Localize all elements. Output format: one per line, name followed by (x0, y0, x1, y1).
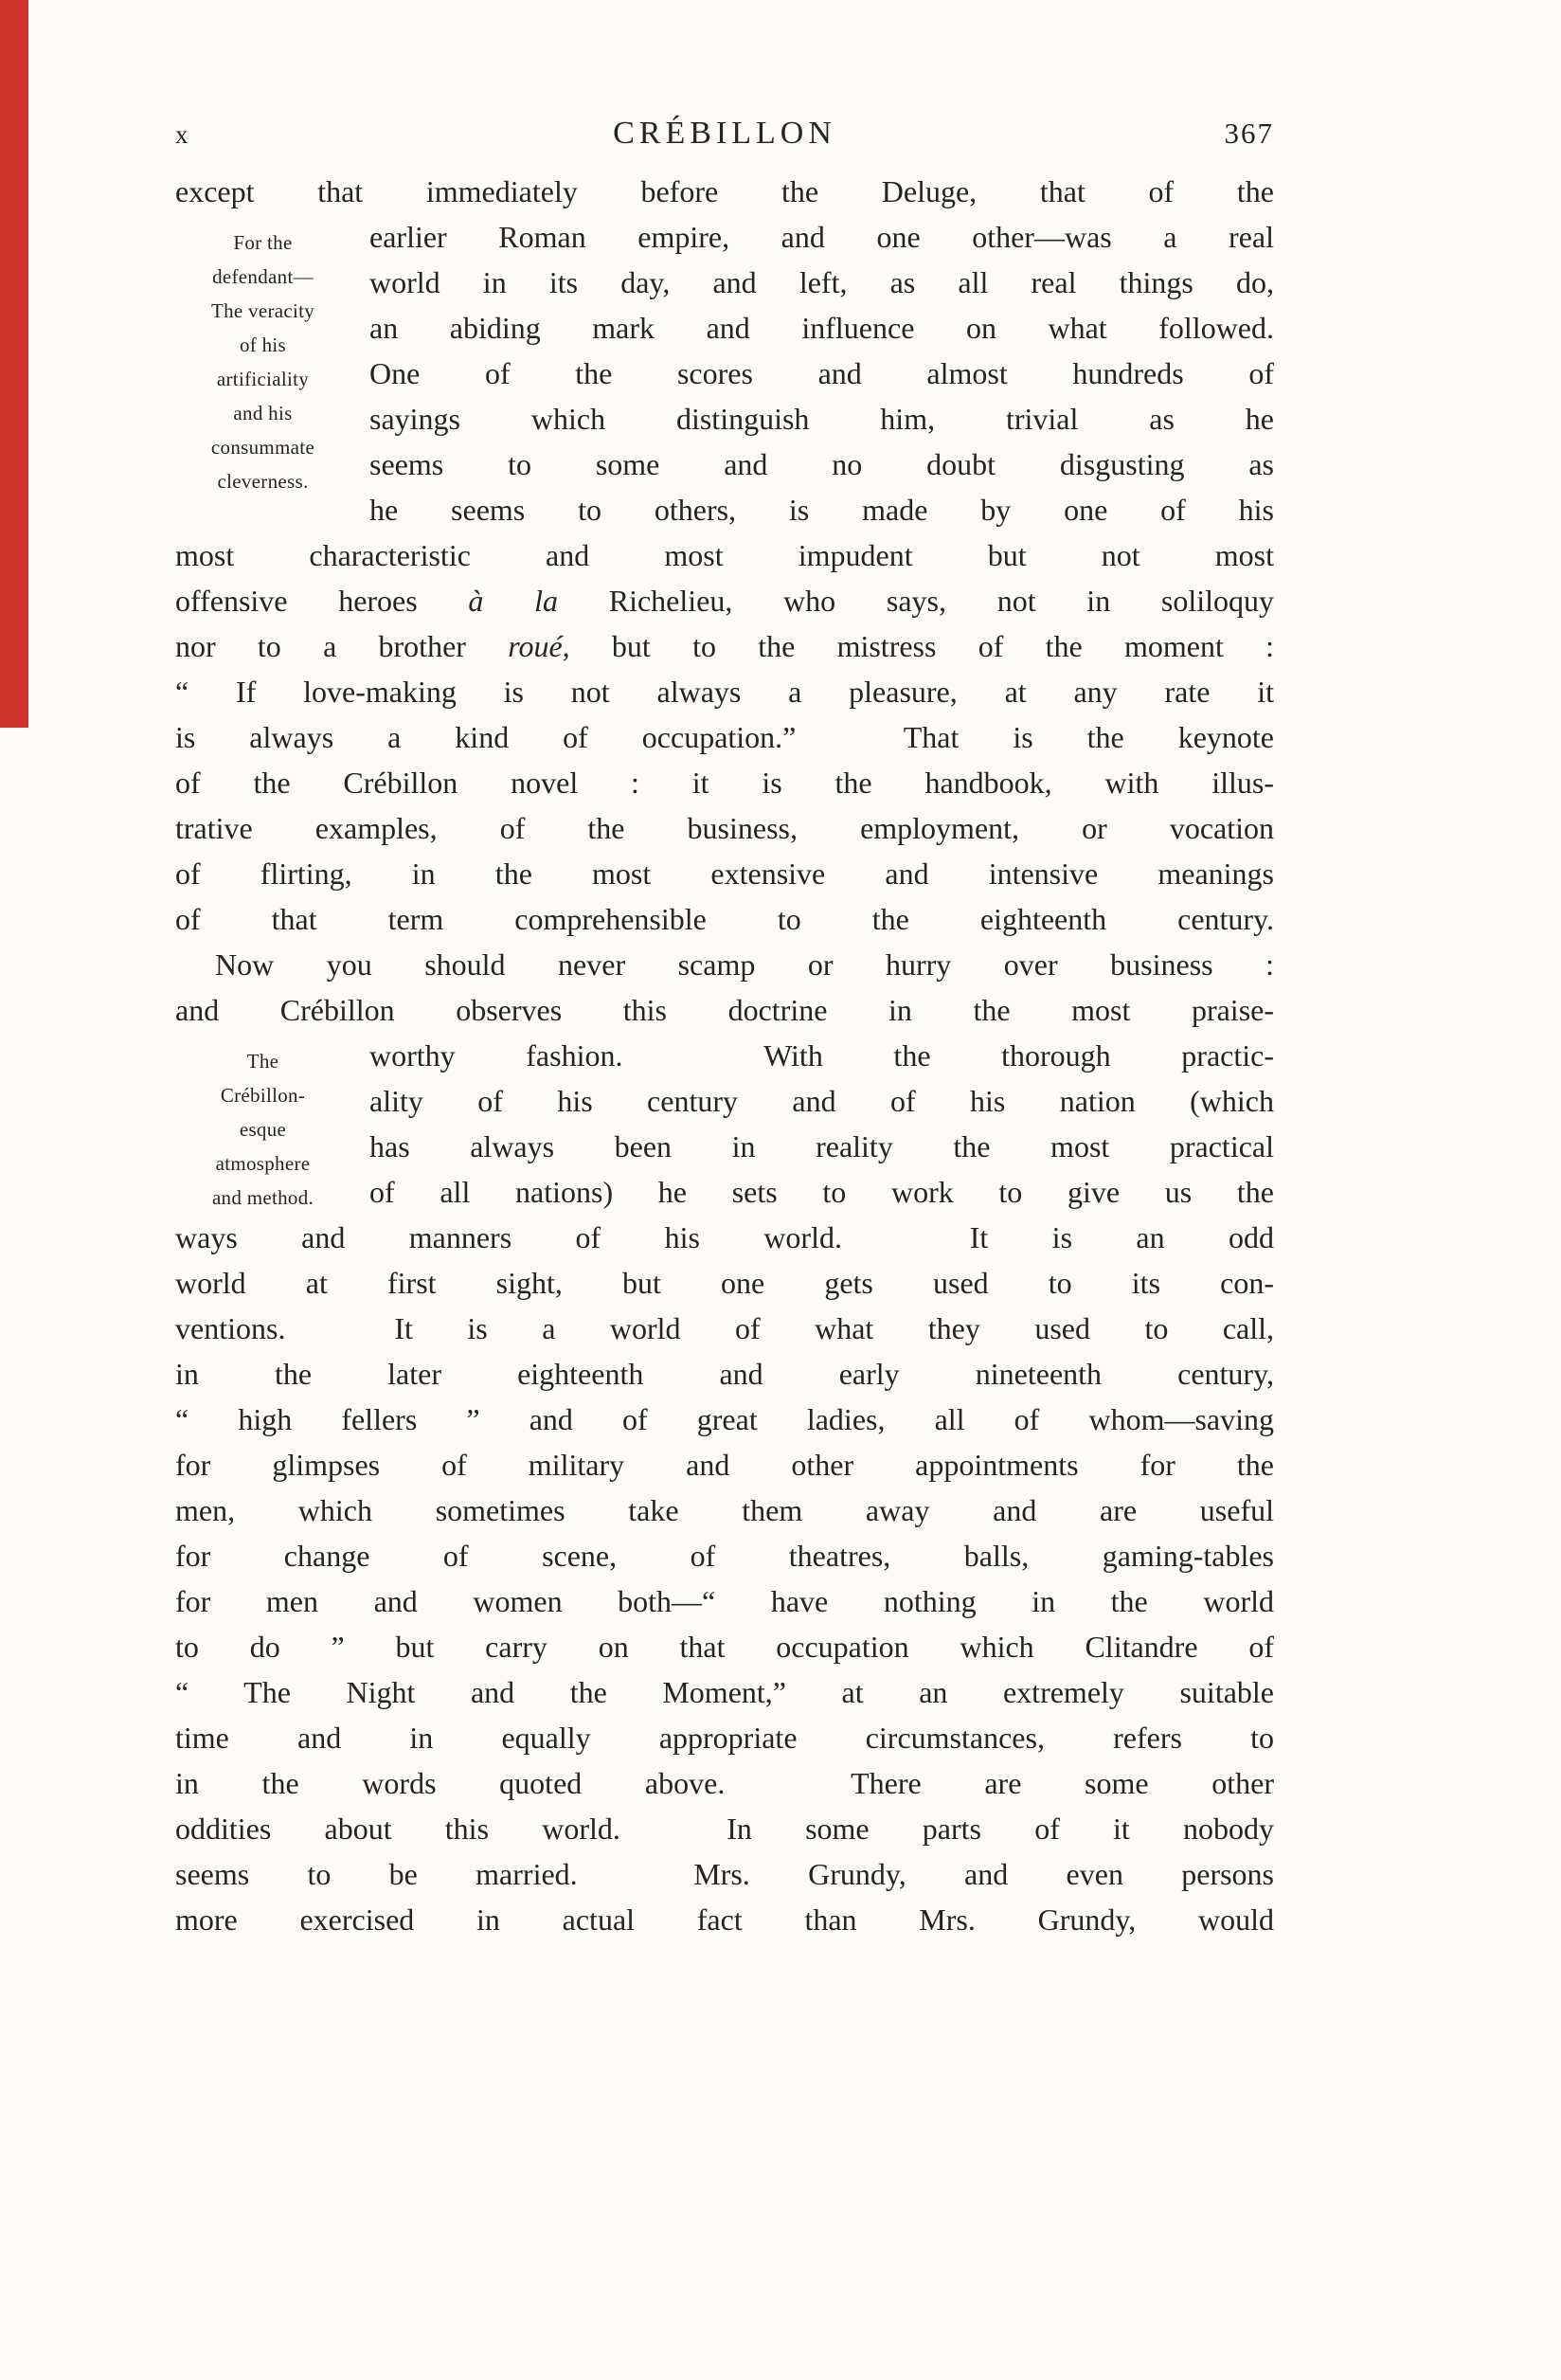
page-header (175, 116, 1274, 152)
text-line: One of the scores and almost hundreds of (369, 356, 1274, 390)
page-number: 367 (1224, 117, 1274, 150)
text-line: of that term comprehensible to the eighteenth century. (175, 902, 1274, 936)
text-line: oddities about this world. In some parts of it nobody (175, 1812, 1274, 1846)
text-line: sayings which distinguish him, trivial as he (369, 402, 1274, 436)
text-line: seems to some and no doubt disgusting as (369, 447, 1274, 481)
sidenote-line: esque (239, 1118, 287, 1141)
text-line: time and in equally appropriate circumstances, refers to (175, 1721, 1274, 1755)
red-margin-stripe (0, 0, 28, 728)
text-line: earlier Roman empire, and one other—was a real (369, 220, 1274, 254)
text-line: has always been in reality the most practical (369, 1129, 1274, 1163)
text-line: world at first sight, but one gets used to its con- (175, 1266, 1274, 1300)
text-line: except that immediately before the Deluge, that of the (175, 174, 1274, 208)
text-line: ality of his century and of his nation (which (369, 1084, 1274, 1118)
running-title: CRÉBILLON (613, 116, 836, 151)
sidenote (175, 214, 350, 532)
text-line: “ high fellers ” and of great ladies, all of whom—saving (175, 1402, 1274, 1436)
text-line: in the later eighteenth and early nineteenth century, (175, 1357, 1274, 1391)
text-line: world in its day, and left, as all real things do, (369, 265, 1274, 299)
text-line: Now you should never scamp or hurry over business : (215, 947, 1274, 982)
sidenote-line: The veracity (210, 299, 315, 322)
text-line: most characteristic and most impudent but not most (175, 538, 1274, 572)
sidenote-body-text (369, 1033, 1274, 1215)
text-line: “ The Night and the Moment,” at an extremely suitable (175, 1675, 1274, 1709)
sidenote-body-text (369, 214, 1274, 532)
text-line: of flirting, in the most extensive and intensive meanings (175, 856, 1274, 891)
text-line: of the Crébillon novel : it is the handbook, with illus- (175, 766, 1274, 800)
text-line: men, which sometimes take them away and are useful (175, 1493, 1274, 1527)
sidenote-line: atmosphere (215, 1152, 311, 1175)
text-line: he seems to others, is made by one of his (369, 493, 1274, 527)
text-line: and Crébillon observes this doctrine in the most praise- (175, 993, 1274, 1027)
sidenote-line: consummate (210, 436, 315, 459)
text-line: for men and women both—“ have nothing in the world (175, 1584, 1274, 1618)
sidenote-row (175, 214, 1274, 532)
sidenote-row (175, 1033, 1274, 1215)
text-line: worthy fashion. With the thorough practic- (369, 1038, 1274, 1073)
text-line: “ If love-making is not always a pleasure, at any rate it (175, 675, 1274, 709)
text-line: nor to a brother roué, but to the mistress of the moment : (175, 629, 1274, 663)
text-line: ways and manners of his world. It is an odd (175, 1220, 1274, 1254)
sidenote-line: artificiality (216, 368, 310, 390)
text-line: more exercised in actual fact than Mrs. Grundy, would (175, 1902, 1274, 1937)
text-block (175, 169, 1274, 1942)
text-line: an abiding mark and influence on what followed. (369, 311, 1274, 345)
sidenote-line: cleverness. (217, 470, 309, 493)
sidenote-line: of his (239, 334, 287, 356)
text-line: ventions. It is a world of what they used to call, (175, 1311, 1274, 1345)
sidenote-line: and his (233, 402, 293, 424)
sidenote-line: The (246, 1050, 279, 1073)
text-line: of all nations) he sets to work to give us the (369, 1175, 1274, 1209)
sidenote-line: Crébillon- (220, 1084, 306, 1107)
text-line: to do ” but carry on that occupation which Clitandre of (175, 1630, 1274, 1664)
text-line: is always a kind of occupation.” That is the keynote (175, 720, 1274, 754)
signature-mark: x (175, 120, 189, 149)
sidenote-line: For the (233, 231, 293, 254)
text-line: seems to be married. Mrs. Grundy, and even persons (175, 1857, 1274, 1891)
text-line: in the words quoted above. There are some other (175, 1766, 1274, 1800)
text-line: offensive heroes à la Richelieu, who says, not in soliloquy (175, 584, 1275, 618)
text-line: trative examples, of the business, employment, or vocation (175, 811, 1274, 845)
text-line: for glimpses of military and other appointments for the (175, 1448, 1274, 1482)
sidenote-line: defendant— (212, 265, 314, 288)
text-line: for change of scene, of theatres, balls, gaming-tables (175, 1539, 1274, 1573)
sidenote-line: and method. (211, 1186, 314, 1209)
sidenote (175, 1033, 350, 1215)
